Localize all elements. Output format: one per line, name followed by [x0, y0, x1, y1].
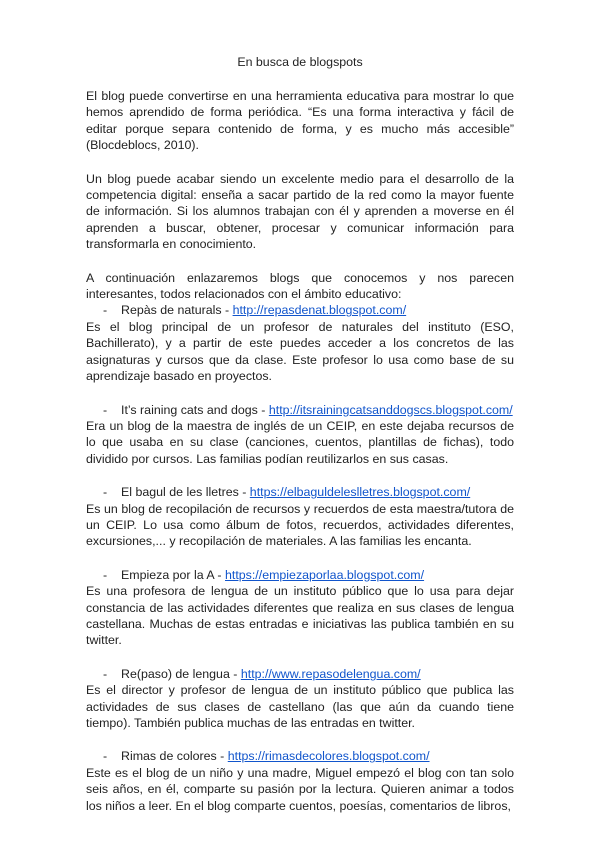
blog-item [86, 567, 514, 649]
blog-name: Rimas de colores - [121, 749, 228, 764]
intro-paragraph-3: A continuación enlazaremos blogs que conocemos y nos parecen interesantes, todos relacionados con el ámbito educativo: [86, 270, 514, 302]
bullet-dash: - [103, 402, 108, 417]
blog-link[interactable]: http://repasdenat.blogspot.com/ [232, 303, 407, 318]
blog-description: Es el director y profesor de lengua de un instituto público que publica las actividades de sus clases de castellano (las que aún da cuando tiene tiempo). También publica muchas de las entradas en twitter. [86, 683, 514, 730]
document-title: En busca de blogspots [237, 55, 363, 69]
blog-description: Es una profesora de lengua de un instituto público que lo usa para dejar constancia de las actividades diferentes que realiza en sus clases de lengua castellana. Muchas de estas entradas e iniciativas las publica también en su twitter. [86, 584, 514, 648]
blog-bullet [86, 484, 514, 500]
blog-description: Era un blog de la maestra de inglés de un CEIP, en este dejaba recursos de lo que usaba en su clase (canciones, cuentos, plantillas de fichas), todo dividido por cursos. Las familias podían reutilizarlos en sus casas. [86, 418, 514, 466]
blog-item [86, 666, 514, 732]
bullet-dash: - [103, 303, 108, 318]
blog-name: Re(paso) de lengua - [121, 666, 241, 681]
blog-description: Es el blog principal de un profesor de naturales del instituto (ESO, Bachillerato), y a partir de este puedes acceder a los concretos de las asignaturas y cursos que da clase. Este profesor lo usa como base de su aprendizaje basado en proyectos. [86, 319, 514, 384]
blog-item [86, 484, 514, 550]
blog-item [86, 402, 514, 468]
intro-paragraph-2: Un blog puede acabar siendo un excelente medio para el desarrollo de la competencia digital: enseña a sacar partido de la red como la mayor fuente de información. Si los alumnos trabajan con él y aprenden a moverse en él aprenden a buscar, obtener, procesar y comunicar información para transformarla en conocimiento. [86, 171, 514, 252]
blog-name: It’s raining cats and dogs - [121, 402, 269, 417]
blog-bullet [86, 567, 514, 583]
blog-link[interactable]: https://empiezaporlaa.blogspot.com/ [225, 567, 425, 582]
blog-item [86, 302, 514, 384]
bullet-dash: - [103, 666, 108, 681]
blog-bullet [86, 666, 514, 682]
blog-item [86, 748, 514, 814]
blog-description: Este es el blog de un niño y una madre, Miguel empezó el blog con tan solo seis años, en él, comparte su pasión por la lectura. Quieren animar a todos los niños a leer. En el blog comparte cuentos, poesías, comentarios de libros, [86, 765, 514, 813]
blog-link[interactable]: http://www.repasodelengua.com/ [240, 666, 421, 681]
blog-bullet [86, 748, 514, 764]
bullet-dash: - [103, 567, 108, 582]
blog-name: Empieza por la A - [121, 567, 225, 582]
blog-description: Es un blog de recopilación de recursos y recuerdos de esta maestra/tutora de un CEIP. Lo usa como álbum de fotos, recuerdos, actividades diferentes, excursiones,... y recopilación de materiales. A las familias les encanta. [86, 501, 514, 549]
bullet-dash: - [103, 749, 108, 764]
blog-name: El bagul de les lletres - [121, 485, 250, 500]
blog-bullet [86, 302, 514, 318]
blog-link[interactable]: http://itsrainingcatsanddogscs.blogspot.com/ [268, 402, 513, 417]
blog-link[interactable]: https://elbaguldeleslletres.blogspot.com/ [249, 485, 471, 500]
blog-bullet [86, 402, 514, 418]
blog-link[interactable]: https://rimasdecolores.blogspot.com/ [227, 749, 430, 764]
bullet-dash: - [103, 485, 108, 500]
blog-name: Repàs de naturals - [121, 303, 233, 318]
intro-paragraph-1: El blog puede convertirse en una herramienta educativa para mostrar lo que hemos aprendido de forma periódica. “Es una forma interactiva y fácil de editar porque separa contenido de forma, y es mucho más accesible” (Blocdeblocs, 2010). [86, 89, 514, 153]
